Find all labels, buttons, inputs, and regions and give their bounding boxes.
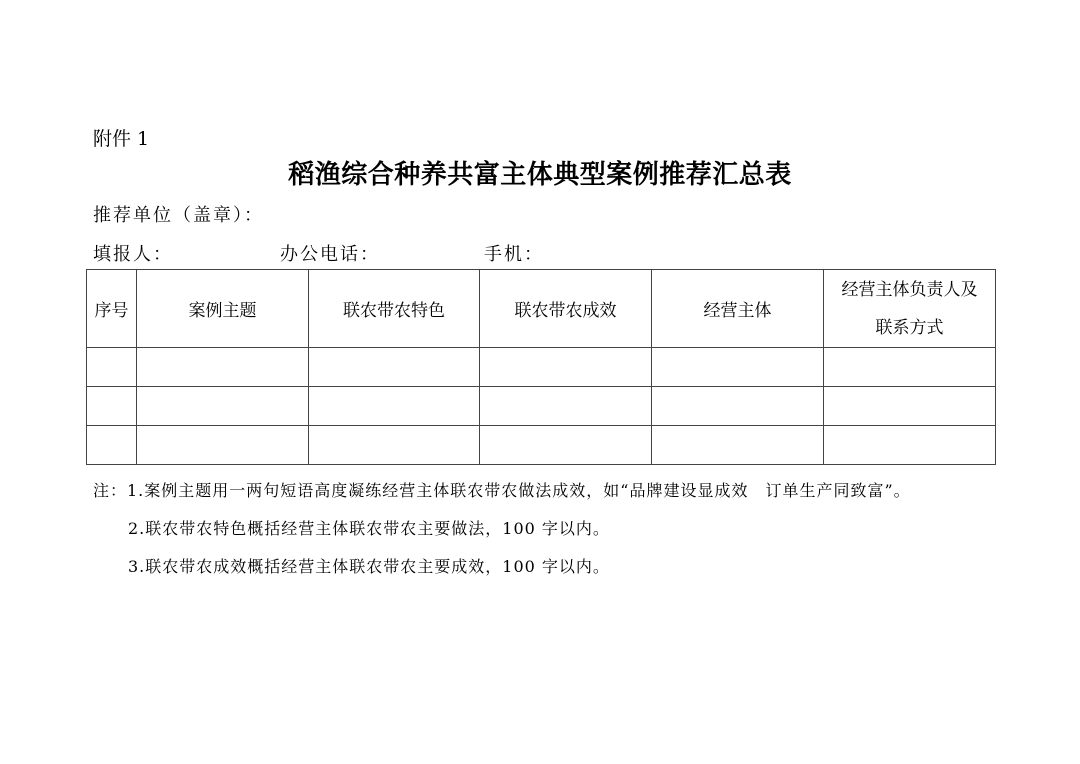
- header-contact-line2: 联系方式: [875, 317, 944, 338]
- mobile-label: 手机：: [484, 244, 544, 265]
- header-entity: 经营主体: [652, 270, 824, 348]
- table-cell: [137, 426, 309, 465]
- table-cell: [137, 387, 309, 426]
- note-3: 3.联农带农成效概括经营主体联农带农主要成效，100 字以内。: [128, 557, 610, 576]
- table-cell: [480, 348, 652, 387]
- summary-table: [86, 269, 996, 465]
- table-cell: [652, 426, 824, 465]
- table-cell: [652, 348, 824, 387]
- office-phone-label: 办公电话：: [280, 244, 380, 265]
- table-row: [87, 348, 996, 387]
- table-cell: [309, 348, 480, 387]
- recommend-unit-label: 推荐单位（盖章）：: [93, 205, 264, 226]
- table-header-row: [87, 270, 996, 348]
- header-contact-line1: 经营主体负责人及: [841, 279, 978, 300]
- table-cell: [824, 348, 996, 387]
- note-1: 注：1.案例主题用一两句短语高度凝练经营主体联农带农做法成效，如“品牌建设显成效 订单生产同致富”。: [93, 481, 911, 500]
- header-contact: [824, 270, 996, 348]
- table-cell: [137, 348, 309, 387]
- header-feature: 联农带农特色: [309, 270, 480, 348]
- table-cell: [480, 387, 652, 426]
- header-effect: 联农带农成效: [480, 270, 652, 348]
- attachment-label: 附件 1: [93, 128, 150, 150]
- table-cell: [87, 348, 137, 387]
- header-case-topic: 案例主题: [137, 270, 309, 348]
- document-title: 稻渔综合种养共富主体典型案例推荐汇总表: [288, 160, 792, 190]
- note-2: 2.联农带农特色概括经营主体联农带农主要做法，100 字以内。: [128, 519, 610, 538]
- table-cell: [309, 426, 480, 465]
- table-cell: [87, 426, 137, 465]
- filler-label: 填报人：: [93, 244, 173, 265]
- header-seq: 序号: [87, 270, 137, 348]
- table-cell: [87, 387, 137, 426]
- table-cell: [309, 387, 480, 426]
- table-row: [87, 387, 996, 426]
- table-cell: [480, 426, 652, 465]
- table-cell: [652, 387, 824, 426]
- table-cell: [824, 387, 996, 426]
- table-row: [87, 426, 996, 465]
- table-cell: [824, 426, 996, 465]
